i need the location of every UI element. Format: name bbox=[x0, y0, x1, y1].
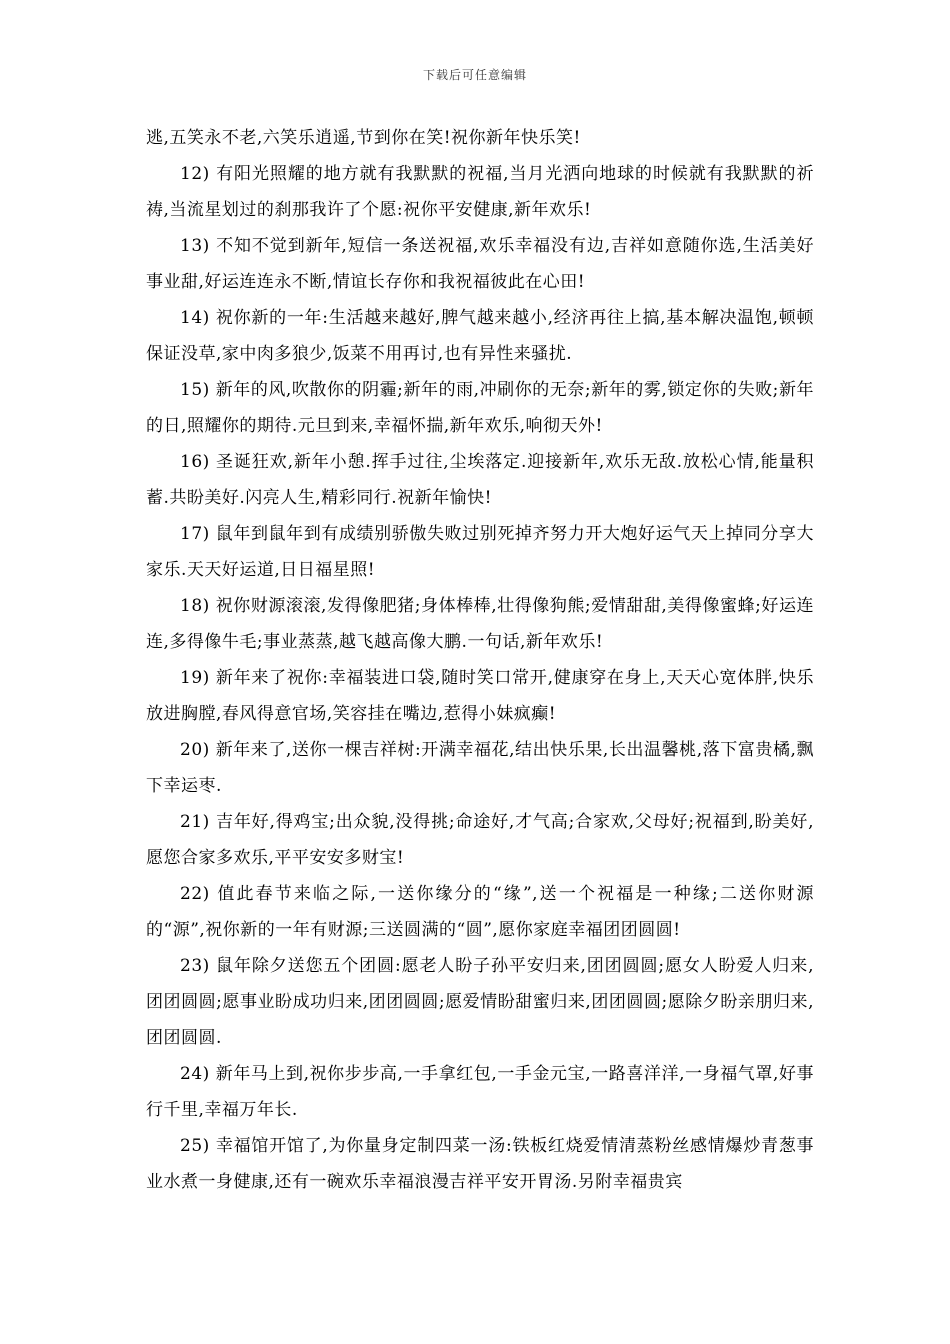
paragraph-12: 12) 有阳光照耀的地方就有我默默的祝福,当月光洒向地球的时候就有我默默的祈祷,当流星划过的刹那我许了个愿:祝你平安健康,新年欢乐! bbox=[146, 164, 814, 220]
paragraph-16: 16) 圣诞狂欢,新年小憩.挥手过往,尘埃落定.迎接新年,欢乐无敌.放松心情,能量积蓄.共盼美好.闪亮人生,精彩同行.祝新年愉快! bbox=[146, 452, 814, 508]
paragraph-25: 25) 幸福馆开馆了,为你量身定制四菜一汤:铁板红烧爱情清蒸粉丝感情爆炒青葱事业水煮一身健康,还有一碗欢乐幸福浪漫吉祥平安开胃汤.另附幸福贵宾 bbox=[146, 1136, 814, 1192]
paragraph-19: 19) 新年来了祝你:幸福装进口袋,随时笑口常开,健康穿在身上,天天心宽体胖,快乐放进胸膛,春风得意官场,笑容挂在嘴边,惹得小妹疯癫! bbox=[146, 668, 814, 724]
paragraph-24: 24) 新年马上到,祝你步步高,一手拿红包,一手金元宝,一路喜洋洋,一身福气罩,好事行千里,幸福万年长. bbox=[146, 1064, 814, 1120]
paragraph-17: 17) 鼠年到鼠年到有成绩别骄傲失败过别死掉齐努力开大炮好运气天上掉同分享大家乐.天天好运道,日日福星照! bbox=[146, 524, 814, 580]
paragraph-15: 15) 新年的风,吹散你的阴霾;新年的雨,冲刷你的无奈;新年的雾,锁定你的失败;新年的日,照耀你的期待.元旦到来,幸福怀揣,新年欢乐,响彻天外! bbox=[146, 380, 814, 436]
page-header: 下载后可任意编辑 bbox=[422, 68, 527, 82]
paragraph-22: 22) 值此春节来临之际,一送你缘分的“缘”,送一个祝福是一种缘;二送你财源的“源”,祝你新的一年有财源;三送圆满的“圆”,愿你家庭幸福团团圆圆! bbox=[146, 884, 814, 940]
paragraph-21: 21) 吉年好,得鸡宝;出众貌,没得挑;命途好,才气高;合家欢,父母好;祝福到,盼美好,愿您合家多欢乐,平平安安多财宝! bbox=[146, 812, 814, 868]
paragraph-14: 14) 祝你新的一年:生活越来越好,脾气越来越小,经济再往上搞,基本解决温饱,顿顿保证没草,家中肉多狼少,饭菜不用再讨,也有异性来骚扰. bbox=[146, 308, 814, 364]
paragraph-continuation: 逃,五笑永不老,六笑乐逍遥,节到你在笑!祝你新年快乐笑! bbox=[146, 128, 581, 148]
document-body bbox=[146, 120, 814, 1200]
paragraph-20: 20) 新年来了,送你一棵吉祥树:开满幸福花,结出快乐果,长出温馨桃,落下富贵橘,飘下幸运枣. bbox=[146, 740, 814, 796]
paragraph-13: 13) 不知不觉到新年,短信一条送祝福,欢乐幸福没有边,吉祥如意随你选,生活美好事业甜,好运连连永不断,情谊长存你和我祝福彼此在心田! bbox=[146, 236, 814, 292]
paragraph-18: 18) 祝你财源滚滚,发得像肥猪;身体棒棒,壮得像狗熊;爱情甜甜,美得像蜜蜂;好运连连,多得像牛毛;事业蒸蒸,越飞越高像大鹏.一句话,新年欢乐! bbox=[146, 596, 814, 652]
paragraph-23: 23) 鼠年除夕送您五个团圆:愿老人盼子孙平安归来,团团圆圆;愿女人盼爱人归来,团团圆圆;愿事业盼成功归来,团团圆圆;愿爱情盼甜蜜归来,团团圆圆;愿除夕盼亲朋归来,团团圆圆. bbox=[146, 956, 814, 1048]
